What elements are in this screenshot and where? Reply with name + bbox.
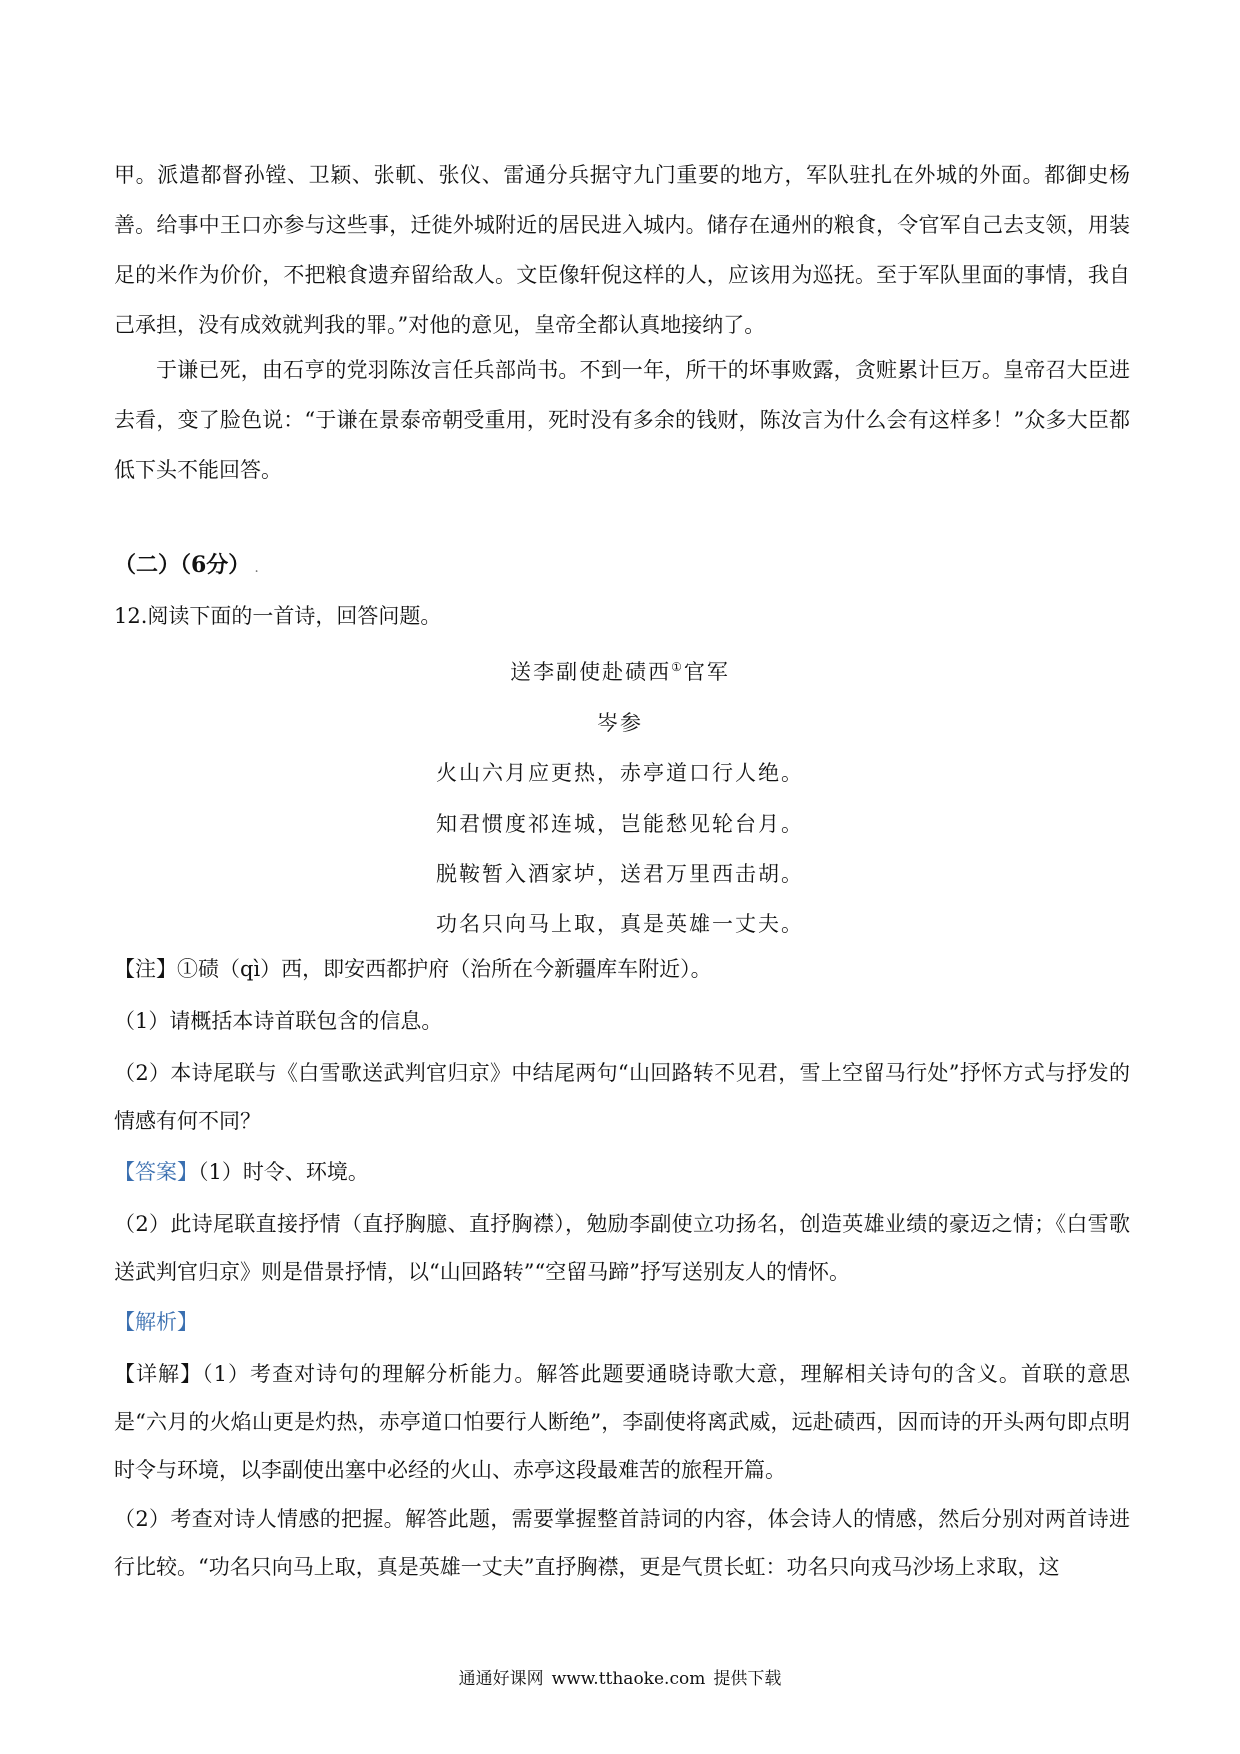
passage-paragraph-2: 于谦已死，由石亨的党羽陈汝言任兵部尚书。不到一年，所干的坏事败露，贪赃累计巨万。皇帝召大臣进去看，变了脸色说：“于谦在景泰帝朝受重用，死时没有多余的钱财，陈汝言为什么会有这样多！”众多大臣都低下头不能回答。 (114, 358, 1130, 482)
answer-label: 【答案】 (114, 1160, 198, 1184)
detail-paragraph-2: （2）考查对诗人情感的把握。解答此题，需要掌握整首詩词的内容，体会诗人的情感，然后分别对两首诗进行比较。“功名只向马上取，真是英雄一丈夫”直抒胸襟，更是气贯长虹：功名只向戎马沙场上求取，这 (114, 1507, 1130, 1579)
poem-line: 功名只向马上取，真是英雄一丈夫。 (436, 912, 804, 936)
page-footer (0, 1664, 1240, 1689)
poem-title-text: 送李副使赴碛西 (510, 660, 672, 684)
poem-annotation: 【注】①碛（qì）西，即安西都护府（治所在今新疆库车附近）。 (114, 957, 712, 981)
poem-title (0, 656, 1240, 686)
poem-author: 岑参 (597, 711, 643, 735)
poem-line: 知君惯度祁连城，岂能愁见轮台月。 (436, 812, 804, 836)
section-tick-mark: . (254, 560, 259, 576)
sub-question-2: （2）本诗尾联与《白雪歌送武判官归京》中结尾两句“山回路转不见君，雪上空留马行处”抒怀方式与抒发的情感有何不同？ (114, 1061, 1130, 1133)
footer-note: 提供下载 (713, 1669, 782, 1689)
detail-paragraph-1 (114, 1350, 1130, 1494)
answer-2: （2）此诗尾联直接抒情（直抒胸臆、直抒胸襟），勉励李副使立功扬名，创造英雄业绩的豪迈之情；《白雪歌送武判官归京》则是借景抒情，以“山回路转”“空留马蹄”抒写送别友人的情怀。 (114, 1212, 1130, 1284)
answer-line-1 (114, 1148, 1130, 1196)
detail-label: 【详解】 (114, 1362, 203, 1386)
footer-url[interactable]: www.tthaoke.com (551, 1669, 706, 1689)
analysis-label: 【解析】 (114, 1310, 198, 1334)
question-prompt: 12.阅读下面的一首诗，回答问题。 (114, 604, 442, 628)
poem-title-suffix: 官军 (683, 660, 730, 684)
section-heading (114, 548, 259, 579)
section-title: （二）（6分） (114, 552, 251, 578)
detail-1: （1）考查对诗句的理解分析能力。解答此题要通晓诗歌大意，理解相关诗句的含义。首联的意思是“六月的火焰山更是灼热，赤亭道口怕要行人断绝”，李副使将离武威，远赴碛西，因而诗的开头两句即点明时令与环境，以李副使出塞中必经的火山、赤亭这段最难苦的旅程开篇。 (114, 1362, 1131, 1482)
poem-line: 脱鞍暂入酒家垆，送君万里西击胡。 (436, 862, 804, 886)
poem-title-footnote-mark: ① (671, 660, 684, 674)
passage-paragraph-1: 甲。派遣都督孙镗、卫颖、张軏、张仪、雷通分兵据守九门重要的地方，军队驻扎在外城的外面。都御史杨善。给事中王口亦参与这些事，迁徙外城附近的居民进入城内。储存在通州的粮食，令官军自己去支领，用装足的米作为价价，不把粮食遗弃留给敌人。文臣像轩倪这样的人，应该用为巡抚。至于军队里面的事情，我自己承担，没有成效就判我的罪。”对他的意见，皇帝全都认真地接纳了。 (114, 163, 1130, 337)
poem-line: 火山六月应更热，赤亭道口行人绝。 (436, 761, 804, 785)
answer-1: （1）时令、环境。 (198, 1160, 369, 1184)
footer-site-name: 通通好课网 (458, 1669, 544, 1689)
sub-question-1: （1）请概括本诗首联包含的信息。 (114, 1009, 443, 1033)
